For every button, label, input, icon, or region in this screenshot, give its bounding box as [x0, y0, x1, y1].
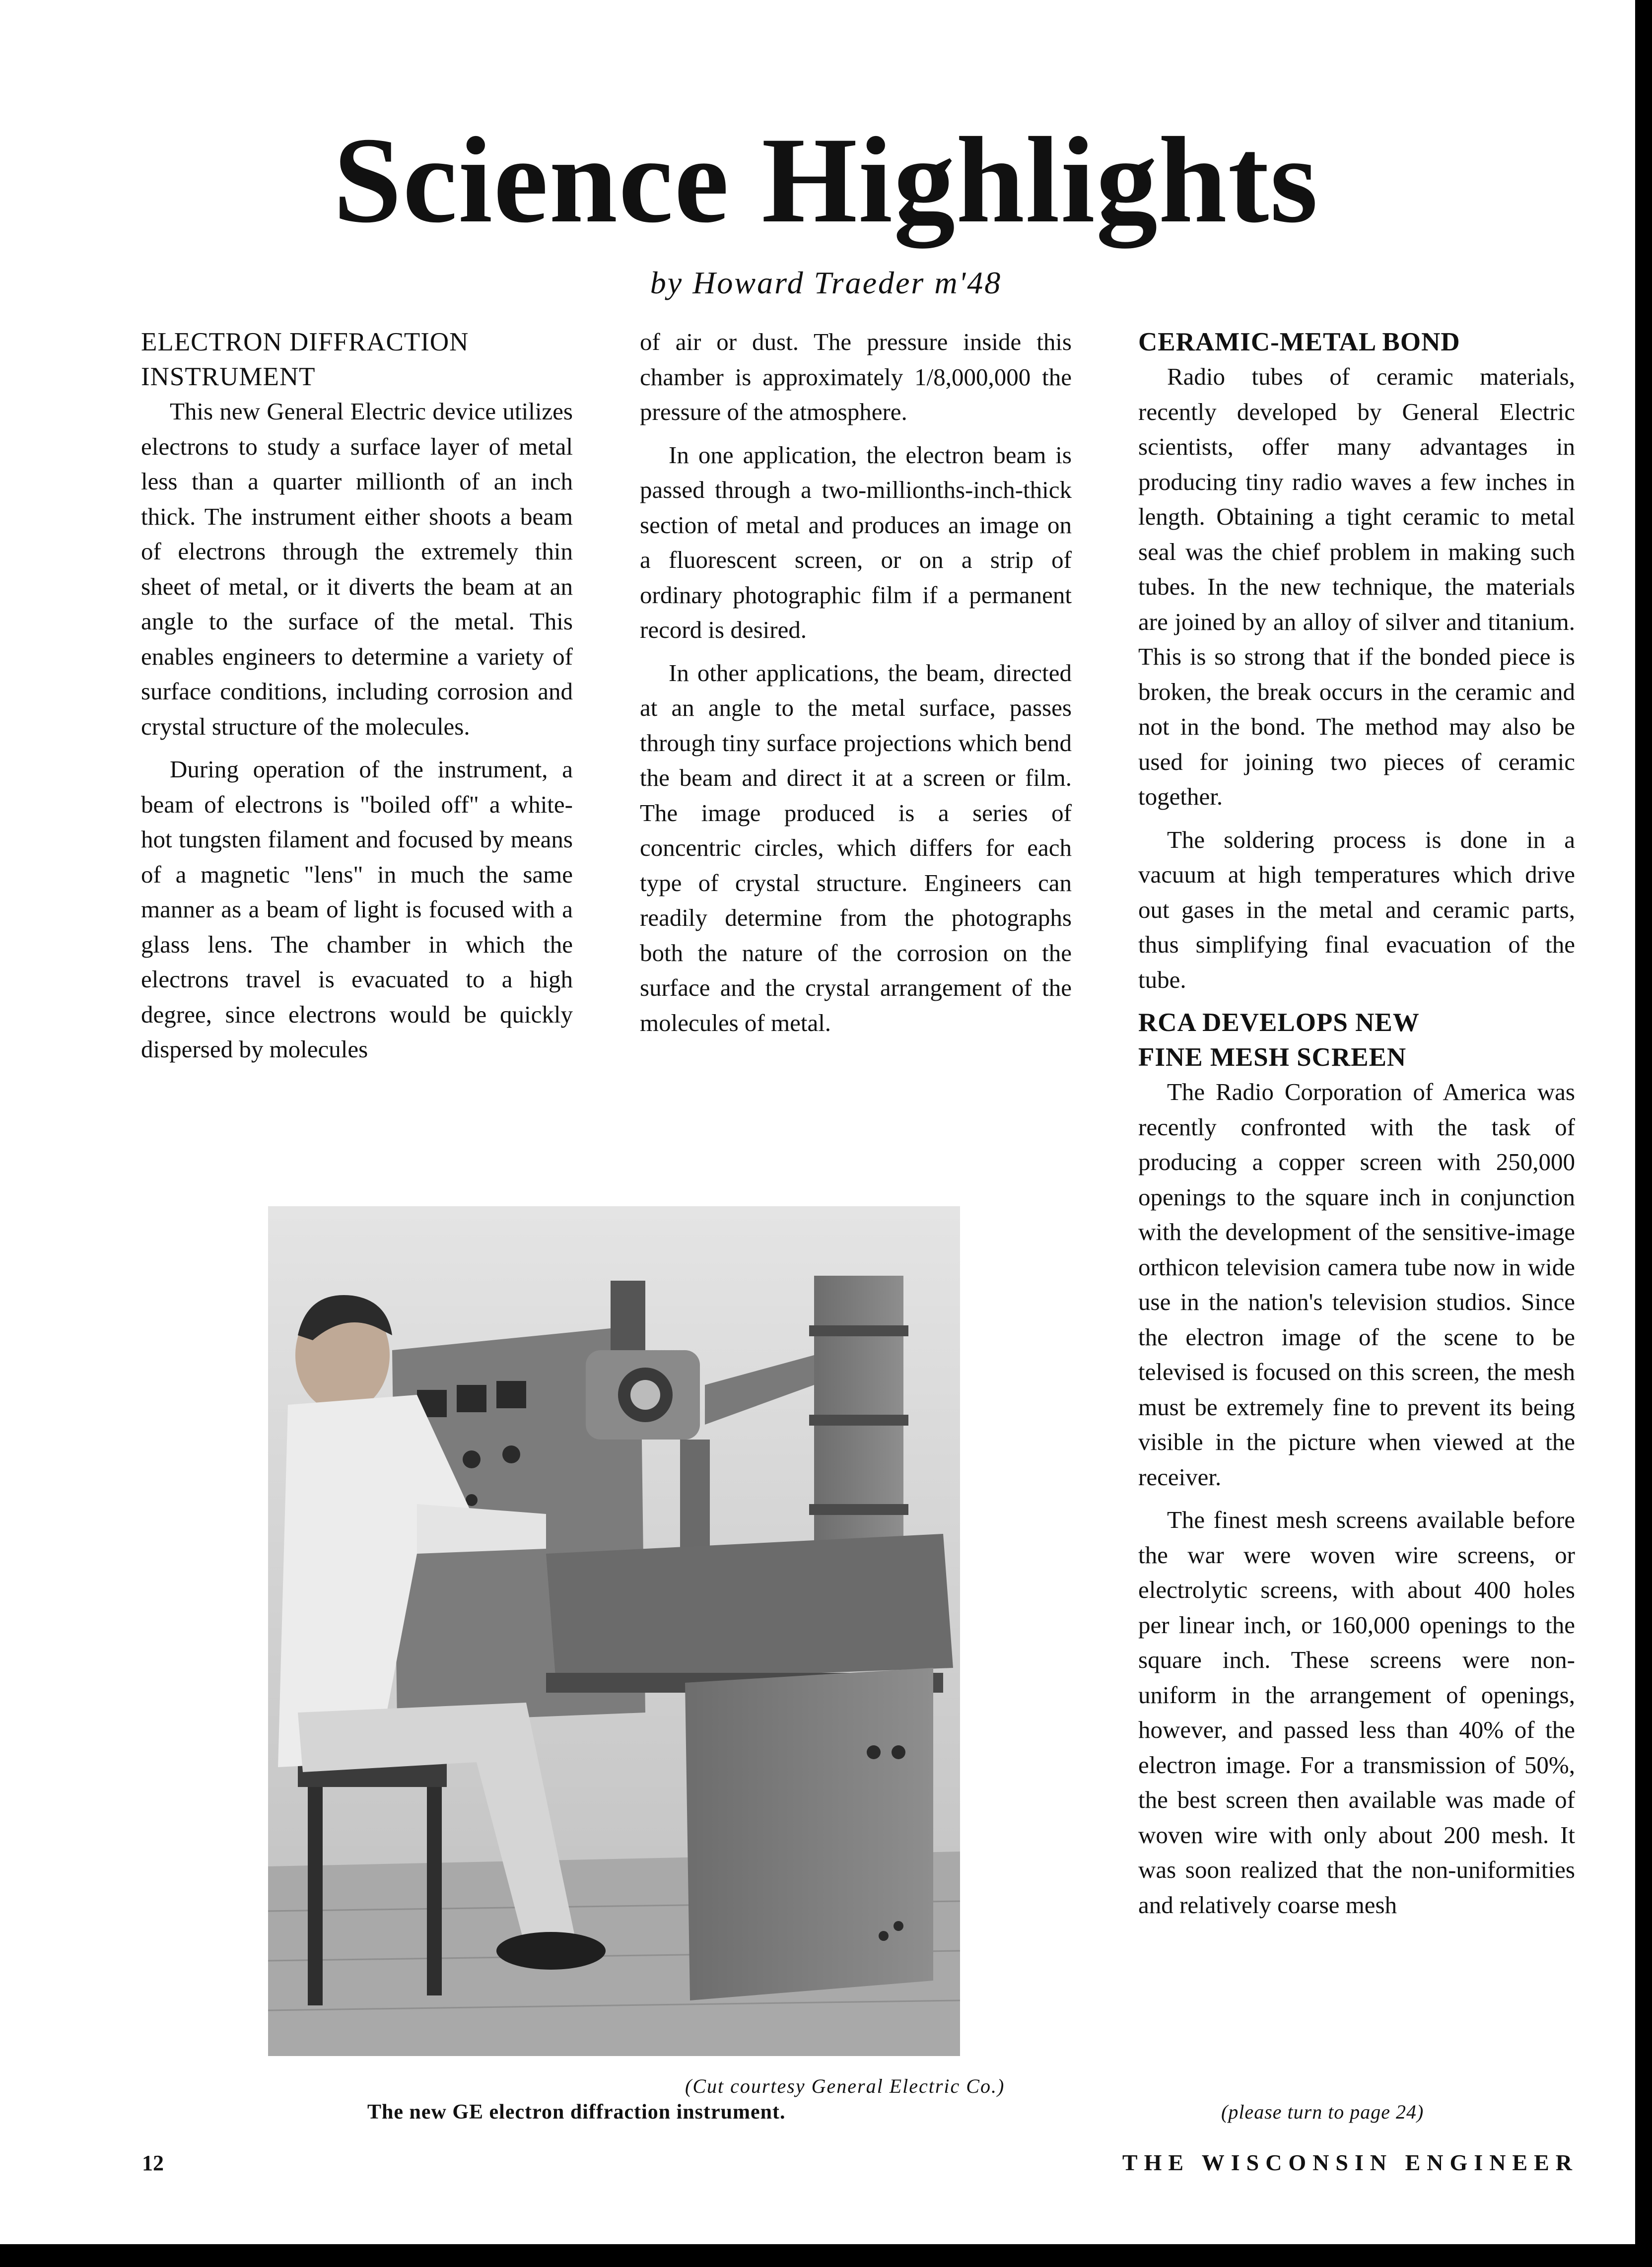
body-paragraph: In one application, the electron beam is passed through a two-millionths-inch-thick section of metal and produces an image on a fluorescent screen, or on a strip of ordinary photographic film if a permanent record is desired.: [640, 441, 1072, 643]
scan-border-right: [1635, 0, 1652, 2267]
page-title: Science Highlights: [333, 112, 1319, 248]
column-1: [141, 325, 573, 1075]
body-paragraph: The soldering process is done in a vacuum at high temperatures which drive out gases in the metal and ceramic parts, thus simplifying final evacuation of the tube.: [1138, 825, 1575, 993]
body-paragraph: This new General Electric device utilizes electrons to study a surface layer of metal less than a quarter millionth of an inch thick. The instrument either shoots a beam of electrons through the extremely thin sheet of metal, or it diverts the beam at an angle to the surface of the metal. This enables engineers to determine a variety of surface conditions, including corrosion and crystal structure of the molecules.: [141, 398, 573, 740]
page-number: 12: [142, 2151, 164, 2175]
photo-illustration: [268, 1206, 960, 2056]
body-paragraph: The Radio Corporation of America was recently confronted with the task of producing a copper screen with 250,000 openings to the square inch in conjunction with the development of the sensitive-image orthicon television camera tube now in wide use in the nation's television studios. Since the electron image of the scene to be televised is focused on this screen, the mesh must be extremely fine to prevent its being visible in the picture when viewed at the receiver.: [1138, 1078, 1575, 1491]
figure-caption: The new GE electron diffraction instrument.: [367, 2101, 786, 2124]
body-paragraph: The finest mesh screens available before the war were woven wire screens, or electrolytic screens, with about 400 holes per linear inch, or 160,000 openings to the square inch. These screens were non-uniform in the arrangement of openings, however, and passed less than 40% of the electron image. For a transmission of 50%, the best screen then available was made of woven wire with only about 200 mesh. It was soon realized that the non-uniformities and relatively coarse mesh: [1138, 1506, 1575, 1919]
publication-name: THE WISCONSIN ENGINEER: [1122, 2150, 1579, 2175]
section-heading-electron-diffraction: ELECTRON DIFFRACTION INSTRUMENT: [141, 328, 469, 391]
section-heading-rca-line-1: RCA DEVELOPS NEW: [1138, 1008, 1420, 1037]
photo-credit: (Cut courtesy General Electric Co.): [685, 2075, 1005, 2097]
body-paragraph: During operation of the instrument, a beam of electrons is "boiled off" a white-hot tungsten filament and focused by means of a magnetic "lens" in much the same manner as a beam of light is focused with a glass lens. The chamber in which the electrons travel is evacuated to a high degree, since electrons would be quickly dispersed by molecules: [141, 756, 573, 1063]
byline: by Howard Traeder m'48: [650, 265, 1002, 300]
photo-electron-diffraction-instrument: [268, 1206, 960, 2056]
scan-border-bottom: [0, 2244, 1652, 2267]
column-3: [1138, 325, 1575, 1930]
section-heading-ceramic-metal-bond: CERAMIC-METAL BOND: [1138, 328, 1460, 356]
column-2: [640, 325, 1072, 1048]
body-paragraph: of air or dust. The pressure inside this chamber is approximately 1/8,000,000 the pressure of the atmosphere.: [640, 328, 1072, 425]
section-heading-rca-line-2: FINE MESH SCREEN: [1138, 1043, 1407, 1072]
body-paragraph: Radio tubes of ceramic materials, recently developed by General Electric scientists, offer many advantages in producing tiny radio waves a few inches in length. Obtaining a tight ceramic to metal seal was the chief problem in making such tubes. In the new technique, the materials are joined by an alloy of silver and titanium. This is so strong that if the bonded piece is broken, the break occurs in the ceramic and not in the bond. The method may also be used for joining two pieces of ceramic together.: [1138, 363, 1575, 810]
body-paragraph: In other applications, the beam, directed at an angle to the metal surface, passes through tiny surface projections which bend the beam and direct it at a screen or film. The image produced is a series of concentric circles, which differs for each type of crystal structure. Engineers can readily determine from the photographs both the nature of the corrosion on the surface and the crystal arrangement of the molecules of metal.: [640, 659, 1072, 1036]
continued-note: (please turn to page 24): [1221, 2101, 1424, 2123]
